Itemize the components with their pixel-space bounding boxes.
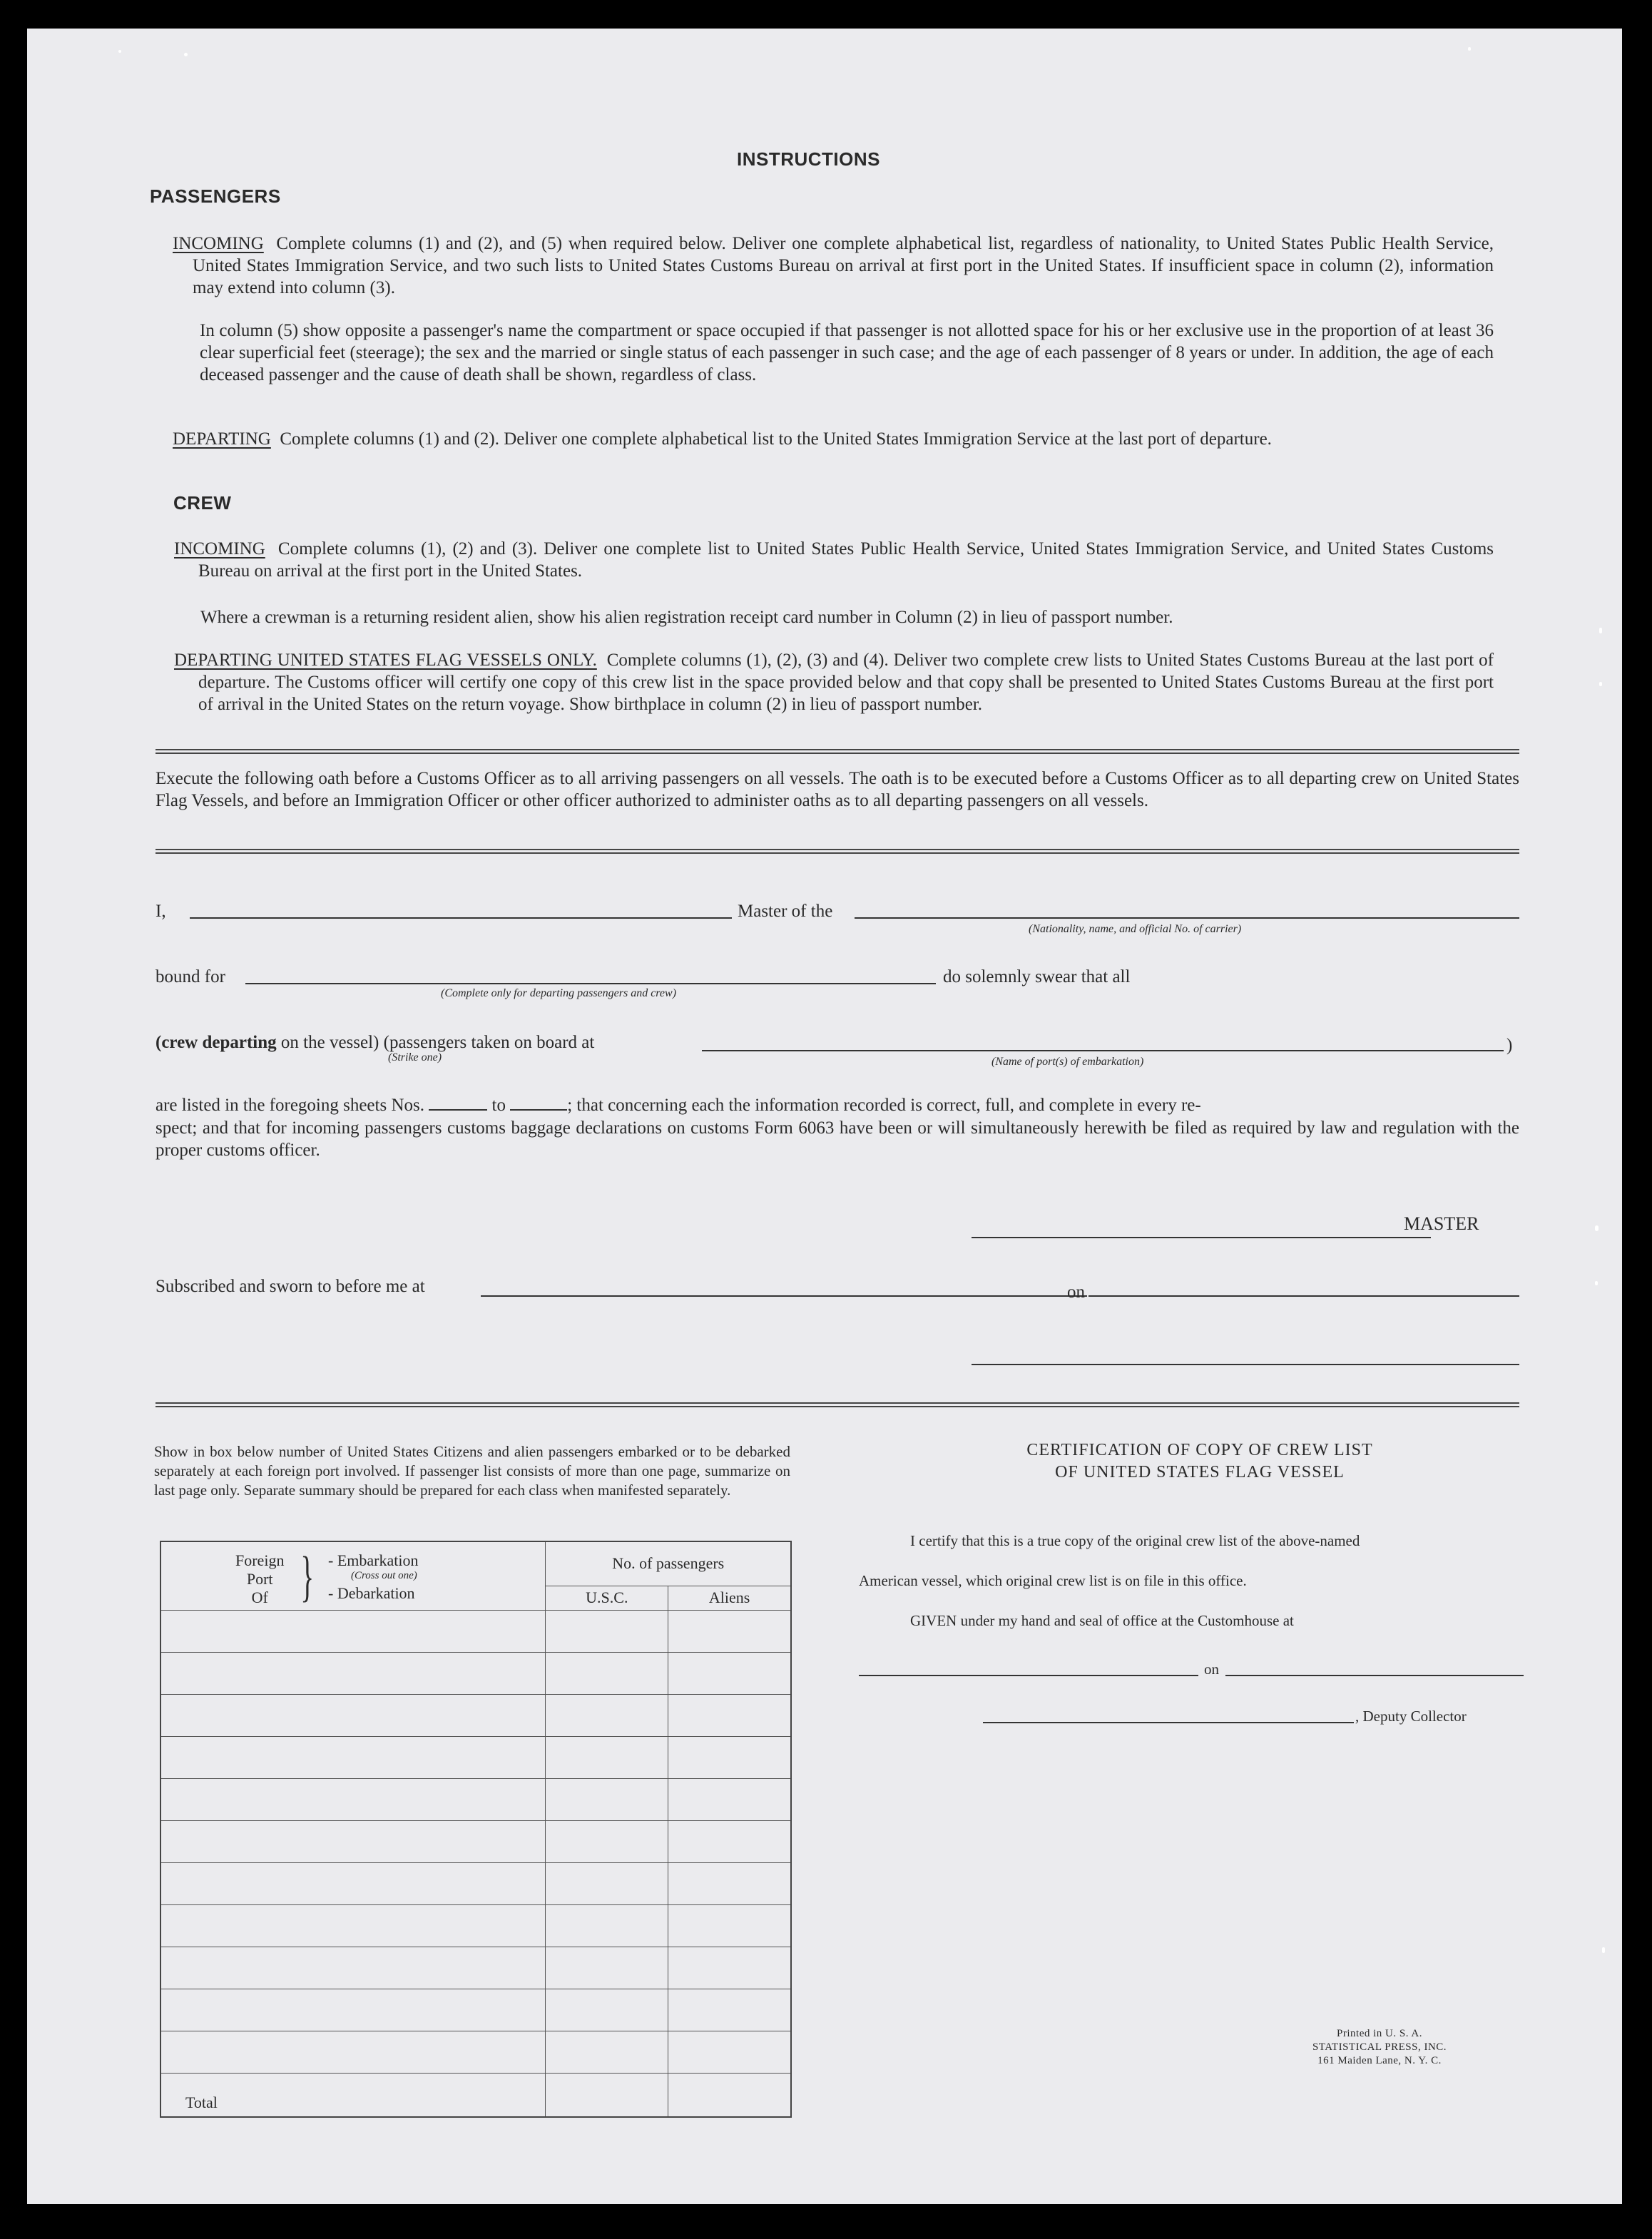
port-word: Port xyxy=(246,1570,273,1588)
port-cell[interactable] xyxy=(160,1610,546,1652)
summary-row xyxy=(160,1904,791,1947)
aliens-cell[interactable] xyxy=(668,2031,791,2073)
carrier-caption: (Nationality, name, and official No. of carrier) xyxy=(1029,923,1242,935)
scan-speck xyxy=(1595,1225,1599,1231)
total-aliens-cell[interactable] xyxy=(668,2073,791,2117)
instructions-title: INSTRUCTIONS xyxy=(737,148,880,170)
brace: } xyxy=(300,1545,315,1608)
no-passengers-header: No. of passengers xyxy=(546,1541,791,1586)
certification-line-1: I certify that this is a true copy of the original crew list of the above-named xyxy=(910,1532,1360,1549)
certification-date-line[interactable] xyxy=(1225,1675,1524,1676)
listed-text-c: spect; and that for incoming passengers customs baggage declarations on customs Form 6063 have been or will simultaneously herewith be filed as required by law and regulation with the proper customs officer. xyxy=(155,1118,1519,1160)
sworn-on-label: on xyxy=(1067,1282,1085,1302)
usc-cell[interactable] xyxy=(546,2031,668,2073)
oath-intro: Execute the following oath before a Customs Officer as to all arriving passengers on all vessels. The oath is to be executed before a Customs Officer as to all departing crew on United States Flag Vessels, and before an Immigration Officer or other officer authorized to administer oaths as to all departing passengers on all vessels. xyxy=(155,769,1519,810)
summary-row xyxy=(160,1989,791,2031)
listed-text-b: ; that concerning each the information recorded is correct, full, and complete in every re- xyxy=(567,1096,1201,1115)
port-header-cell xyxy=(160,1541,546,1610)
listed-text-a: are listed in the foregoing sheets Nos. xyxy=(155,1096,424,1115)
printer-line-2: STATISTICAL PRESS, INC. xyxy=(1312,2041,1447,2053)
customhouse-line[interactable] xyxy=(859,1675,1198,1676)
master-label: MASTER xyxy=(1404,1213,1479,1234)
summary-row xyxy=(160,1610,791,1652)
debarkation-option[interactable]: - Debarkation xyxy=(328,1584,415,1603)
close-paren: ) xyxy=(1506,1036,1513,1055)
passengers-column5-paragraph: In column (5) show opposite a passenger's name the compartment or space occupied if that passenger is not allotted space for his or her exclusive use in the proportion of at least 36 clear superficial feet (steerage); the sex and the married or single status of each passenger in such case; and the age of each passenger of 8 years or under. In addition, the age of each deceased passenger and the cause of death shall be shown, regardless of class. xyxy=(200,321,1494,384)
port-cell[interactable] xyxy=(160,1862,546,1904)
usc-cell[interactable] xyxy=(546,1778,668,1820)
scan-speck xyxy=(118,50,121,53)
aliens-cell[interactable] xyxy=(668,1904,791,1947)
port-cell[interactable] xyxy=(160,2031,546,2073)
aliens-cell[interactable] xyxy=(668,1989,791,2031)
cross-out-caption: (Cross out one) xyxy=(351,1570,417,1582)
usc-cell[interactable] xyxy=(546,1736,668,1778)
bound-for-line[interactable] xyxy=(245,983,936,984)
certification-line-2: American vessel, which original crew list is on file in this office. xyxy=(859,1572,1247,1589)
crew-heading: CREW xyxy=(173,492,232,514)
swear-text: do solemnly swear that all xyxy=(943,967,1131,986)
master-of-the-label: Master of the xyxy=(738,902,833,921)
listed-to: to xyxy=(491,1096,506,1115)
double-rule xyxy=(155,749,1519,754)
scan-speck xyxy=(184,53,188,56)
bound-caption: (Complete only for departing passengers and crew) xyxy=(441,987,677,999)
aliens-cell[interactable] xyxy=(668,1947,791,1989)
sworn-at-line[interactable] xyxy=(481,1295,1087,1297)
carrier-line[interactable] xyxy=(855,917,1519,919)
departing-us-flag-label: DEPARTING UNITED STATES FLAG VESSELS ONLY. xyxy=(174,651,597,670)
deputy-collector-label: , Deputy Collector xyxy=(1355,1708,1467,1725)
of-word: Of xyxy=(251,1588,268,1607)
strike-one-caption: (Strike one) xyxy=(388,1051,442,1064)
deputy-signature-line[interactable] xyxy=(983,1722,1354,1723)
usc-cell[interactable] xyxy=(546,1862,668,1904)
crew-departing-text: Complete columns (1), (2), (3) and (4). Deliver two complete crew lists to United States Customs Bureau at the last port of departure. The Customs officer will certify one copy of this crew list in the space provided below and that copy shall be presented to United States Customs Bureau at the first port of arrival in the United States on the return voyage. Show birthplace in column (2) in lieu of passport number. xyxy=(198,651,1494,714)
crew-passengers-line xyxy=(155,1031,594,1054)
port-cell[interactable] xyxy=(160,1904,546,1947)
port-cell[interactable] xyxy=(160,1947,546,1989)
passengers-heading: PASSENGERS xyxy=(150,185,281,207)
aliens-cell[interactable] xyxy=(668,1778,791,1820)
departing-label: DEPARTING xyxy=(173,429,271,449)
certification-title-2: OF UNITED STATES FLAG VESSEL xyxy=(1055,1463,1345,1481)
summary-rows xyxy=(160,1610,791,2073)
subscribed-label: Subscribed and sworn to before me at xyxy=(155,1277,425,1296)
usc-cell[interactable] xyxy=(546,1694,668,1736)
certification-on-label: on xyxy=(1204,1661,1219,1678)
ports-line[interactable] xyxy=(702,1050,1504,1051)
crew-departing-option[interactable]: (crew departing xyxy=(155,1033,277,1052)
crew-incoming-text: Complete columns (1), (2) and (3). Deliver one complete list to United States Public Health Service, United States Immigration Service, and United States Customs Bureau on arrival at the first port in the United States. xyxy=(198,539,1494,581)
double-rule xyxy=(155,1402,1519,1407)
total-label: Total xyxy=(160,2073,546,2117)
usc-cell[interactable] xyxy=(546,1947,668,1989)
aliens-cell[interactable] xyxy=(668,1610,791,1652)
total-usc-cell[interactable] xyxy=(546,2073,668,2117)
foreign-word: Foreign xyxy=(235,1551,285,1570)
aliens-cell[interactable] xyxy=(668,1736,791,1778)
crew-incoming-paragraph xyxy=(174,538,1494,582)
aliens-cell[interactable] xyxy=(668,1694,791,1736)
passengers-taken-option[interactable]: (passengers taken on board at xyxy=(383,1033,595,1052)
certification-title xyxy=(886,1439,1514,1484)
scan-speck xyxy=(1468,47,1471,51)
form-page xyxy=(27,29,1622,2204)
scan-speck xyxy=(1595,1281,1598,1285)
aliens-cell[interactable] xyxy=(668,1652,791,1694)
scan-speck xyxy=(1599,628,1602,633)
aliens-cell[interactable] xyxy=(668,1862,791,1904)
crew-resident-paragraph: Where a crewman is a returning resident alien, show his alien registration receipt card number in Column (2) in lieu of passport number. xyxy=(200,608,1173,627)
sheets-to-blank[interactable] xyxy=(510,1109,567,1111)
port-cell[interactable] xyxy=(160,1736,546,1778)
usc-cell[interactable] xyxy=(546,1989,668,2031)
embarkation-option[interactable]: - Embarkation xyxy=(328,1551,419,1570)
port-cell[interactable] xyxy=(160,1694,546,1736)
passengers-departing-text: Complete columns (1) and (2). Deliver one complete alphabetical list to the United States Immigration Service at the last port of departure. xyxy=(280,429,1272,449)
crew-incoming-label: INCOMING xyxy=(174,539,265,559)
listed-line xyxy=(155,1094,1519,1116)
aliens-header: Aliens xyxy=(668,1586,791,1610)
certification-line-3: GIVEN under my hand and seal of office at the Customhouse at xyxy=(910,1612,1294,1629)
printer-line-3: 161 Maiden Lane, N. Y. C. xyxy=(1317,2055,1442,2066)
sheets-from-blank[interactable] xyxy=(429,1109,487,1111)
master-signature-line[interactable] xyxy=(972,1237,1431,1238)
port-cell[interactable] xyxy=(160,1989,546,2031)
summary-row xyxy=(160,2031,791,2073)
summary-row xyxy=(160,1652,791,1694)
oath-i-label: I, xyxy=(155,902,166,921)
aliens-cell[interactable] xyxy=(668,1820,791,1862)
summary-row xyxy=(160,1736,791,1778)
on-the-vessel: on the vessel) xyxy=(280,1033,379,1052)
double-rule xyxy=(155,849,1519,854)
certification-title-1: CERTIFICATION OF COPY OF CREW LIST xyxy=(1026,1441,1373,1459)
summary-instructions: Show in box below number of United States Citizens and alien passengers embarked or to be debarked separately at each foreign port involved. If passenger list consists of more than one page, summarize on last page only. Separate summary should be prepared for each class when manifested separately. xyxy=(154,1443,790,1499)
usc-cell[interactable] xyxy=(546,1610,668,1652)
crew-departing-paragraph xyxy=(174,649,1494,715)
officer-signature-line[interactable] xyxy=(972,1364,1519,1365)
port-cell[interactable] xyxy=(160,1778,546,1820)
port-cell[interactable] xyxy=(160,1652,546,1694)
summary-row xyxy=(160,1947,791,1989)
usc-cell[interactable] xyxy=(546,1652,668,1694)
incoming-label: INCOMING xyxy=(173,234,264,253)
summary-row xyxy=(160,1778,791,1820)
summary-row xyxy=(160,1694,791,1736)
scan-speck xyxy=(1602,1947,1605,1953)
passengers-incoming-text: Complete columns (1) and (2), and (5) when required below. Deliver one complete alphabetical list, regardless of nationality, to United States Public Health Service, United States Immigration Service, and two such lists to United States Customs Bureau on arrival at first port in the United States. If insufficient space in column (2), information may extend into column (3). xyxy=(193,234,1494,297)
passengers-departing-paragraph xyxy=(173,428,1494,450)
usc-cell[interactable] xyxy=(546,1820,668,1862)
ports-caption: (Name of port(s) of embarkation) xyxy=(991,1056,1144,1068)
foreign-port-of-label xyxy=(235,1551,284,1607)
passenger-summary-table xyxy=(160,1541,792,2118)
summary-row xyxy=(160,1820,791,1862)
printer-line-1: Printed in U. S. A. xyxy=(1337,2028,1422,2039)
usc-cell[interactable] xyxy=(546,1904,668,1947)
printer-imprint xyxy=(1280,2027,1479,2068)
summary-row xyxy=(160,1862,791,1904)
port-cell[interactable] xyxy=(160,1820,546,1862)
scan-speck xyxy=(1599,682,1602,686)
sworn-date-line[interactable] xyxy=(1088,1295,1519,1297)
bound-for-label: bound for xyxy=(155,967,225,986)
master-name-line[interactable] xyxy=(190,917,732,919)
passengers-incoming-paragraph xyxy=(173,233,1494,299)
usc-header: U.S.C. xyxy=(546,1586,668,1610)
